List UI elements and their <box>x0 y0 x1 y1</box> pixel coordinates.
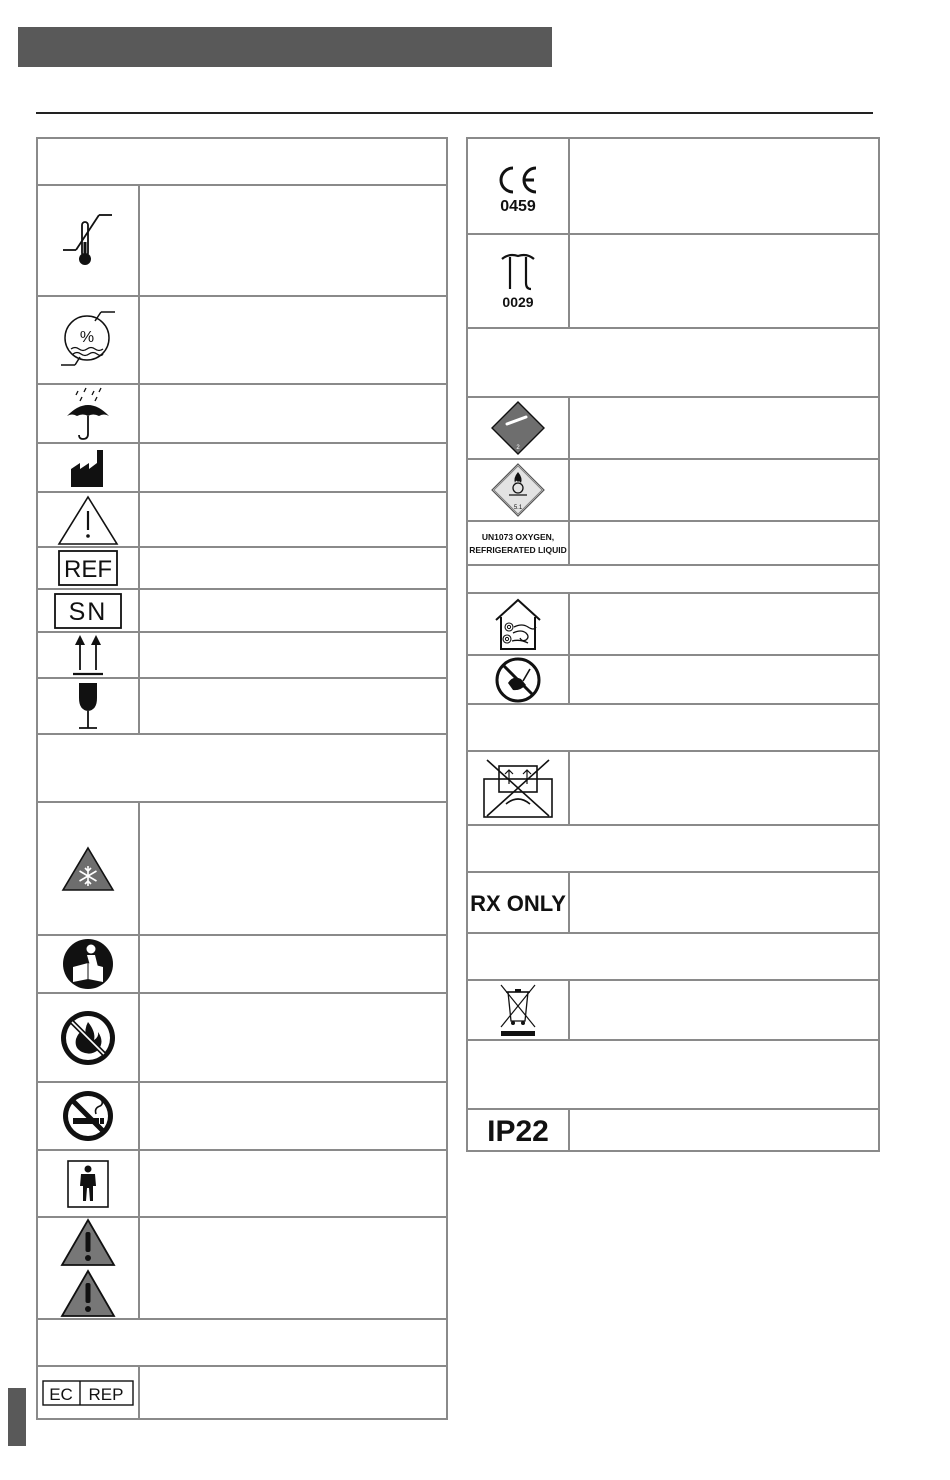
symbol-description <box>569 751 879 825</box>
symbol-description <box>569 138 879 234</box>
symbol-description <box>569 234 879 328</box>
section-row <box>467 825 879 872</box>
symbol-description <box>569 980 879 1040</box>
symbol-description <box>569 872 879 933</box>
symbol-description <box>139 296 447 384</box>
warning-triangles-icon <box>37 1217 139 1319</box>
symbol-description <box>139 185 447 296</box>
symbol-description <box>569 397 879 459</box>
weee-bin-icon <box>467 980 569 1040</box>
pi-mark-icon <box>467 234 569 328</box>
svg-text:%: % <box>79 329 95 346</box>
section-row <box>467 328 879 397</box>
symbol-description <box>139 632 447 678</box>
this-way-up-arrows-icon <box>37 632 139 678</box>
section-row <box>467 704 879 751</box>
temperature-limit-icon <box>37 185 139 296</box>
symbol-description <box>139 1217 447 1319</box>
symbol-row <box>37 296 447 384</box>
section-heading <box>37 138 447 185</box>
symbol-row <box>467 521 879 565</box>
symbol-row <box>467 593 879 655</box>
symbol-description <box>139 678 447 734</box>
symbol-row <box>37 993 447 1082</box>
type-b-applied-part-icon <box>37 1150 139 1217</box>
pi-body-number: 0029 <box>502 294 534 310</box>
symbol-row <box>37 384 447 443</box>
symbol-description <box>139 589 447 632</box>
caution-triangle-icon <box>37 492 139 547</box>
symbol-description <box>139 1366 447 1419</box>
section-heading <box>467 825 879 872</box>
page-header-bar <box>18 27 552 67</box>
symbol-row <box>37 632 447 678</box>
symbol-row <box>37 1082 447 1150</box>
symbol-row <box>467 459 879 521</box>
section-row <box>467 565 879 593</box>
hazard-class-2: 2 <box>516 445 520 451</box>
rep-label: REP <box>88 1384 124 1404</box>
keep-dry-umbrella-icon <box>37 384 139 443</box>
hazard-class-5-1: 5.1 <box>513 505 523 511</box>
indoor-ventilation-icon <box>467 593 569 655</box>
symbol-row <box>467 980 879 1040</box>
ref-catalogue-icon <box>37 547 139 589</box>
symbol-row <box>467 234 879 328</box>
serial-number-icon <box>37 589 139 632</box>
symbol-row <box>467 397 879 459</box>
symbol-description <box>139 384 447 443</box>
symbol-description <box>569 521 879 565</box>
header-rule <box>36 112 873 114</box>
oxidizer-diamond-icon <box>467 459 569 521</box>
no-oil-grease-icon <box>467 655 569 704</box>
symbol-row <box>467 655 879 704</box>
symbol-row <box>37 802 447 935</box>
ip22-rating-icon <box>467 1109 569 1151</box>
symbol-row <box>467 751 879 825</box>
un-number-label: UN1073 OXYGEN, <box>481 532 555 542</box>
symbols-table-left <box>36 137 448 1420</box>
read-manual-icon <box>37 935 139 993</box>
symbol-description <box>139 1150 447 1217</box>
rx-only-label: RX ONLY <box>470 890 566 916</box>
section-row <box>467 933 879 980</box>
fragile-glass-icon <box>37 678 139 734</box>
no-open-flame-icon <box>37 993 139 1082</box>
symbol-description <box>569 459 879 521</box>
sn-label: SN <box>68 597 108 626</box>
humidity-limit-icon <box>37 296 139 384</box>
gas-cylinder-diamond-icon <box>467 397 569 459</box>
symbol-row <box>37 935 447 993</box>
section-heading <box>37 1319 447 1366</box>
symbol-row <box>37 1150 447 1217</box>
symbol-description <box>569 1109 879 1151</box>
ip-rating-label: IP22 <box>487 1115 549 1147</box>
ref-label: REF <box>64 556 112 583</box>
symbol-row <box>37 443 447 492</box>
un1073-label-icon <box>467 521 569 565</box>
manufacturer-factory-icon <box>37 443 139 492</box>
notified-body-number: 0459 <box>500 198 536 214</box>
symbol-description <box>139 993 447 1082</box>
symbol-row <box>467 872 879 933</box>
do-not-stack-icon <box>467 751 569 825</box>
section-row <box>37 1319 447 1366</box>
symbol-description <box>139 935 447 993</box>
section-row <box>37 138 447 185</box>
section-heading <box>37 734 447 802</box>
section-row <box>467 1040 879 1109</box>
symbol-description <box>569 593 879 655</box>
section-row <box>37 734 447 802</box>
rx-only-icon <box>467 872 569 933</box>
section-heading <box>467 1040 879 1109</box>
symbol-description <box>139 492 447 547</box>
ec-label: EC <box>49 1384 73 1404</box>
section-heading <box>467 704 879 751</box>
section-heading <box>467 328 879 397</box>
low-temperature-warning-icon <box>37 802 139 935</box>
symbol-row <box>37 678 447 734</box>
symbol-row <box>37 589 447 632</box>
symbol-description <box>569 655 879 704</box>
symbol-row <box>467 1109 879 1151</box>
symbol-description <box>139 1082 447 1150</box>
symbol-description <box>139 547 447 589</box>
symbol-description <box>139 802 447 935</box>
ce-mark-icon <box>467 138 569 234</box>
symbol-row <box>37 492 447 547</box>
symbol-row <box>37 547 447 589</box>
symbol-row <box>37 1366 447 1419</box>
symbols-table-right <box>466 137 880 1152</box>
page-side-tab <box>8 1388 26 1446</box>
un-substance-label: REFRIGERATED LIQUID <box>469 545 567 555</box>
symbol-row <box>37 185 447 296</box>
no-smoking-icon <box>37 1082 139 1150</box>
symbol-description <box>139 443 447 492</box>
section-heading <box>467 565 879 593</box>
symbol-row <box>37 1217 447 1319</box>
symbol-row <box>467 138 879 234</box>
ec-rep-icon <box>37 1366 139 1419</box>
section-heading <box>467 933 879 980</box>
